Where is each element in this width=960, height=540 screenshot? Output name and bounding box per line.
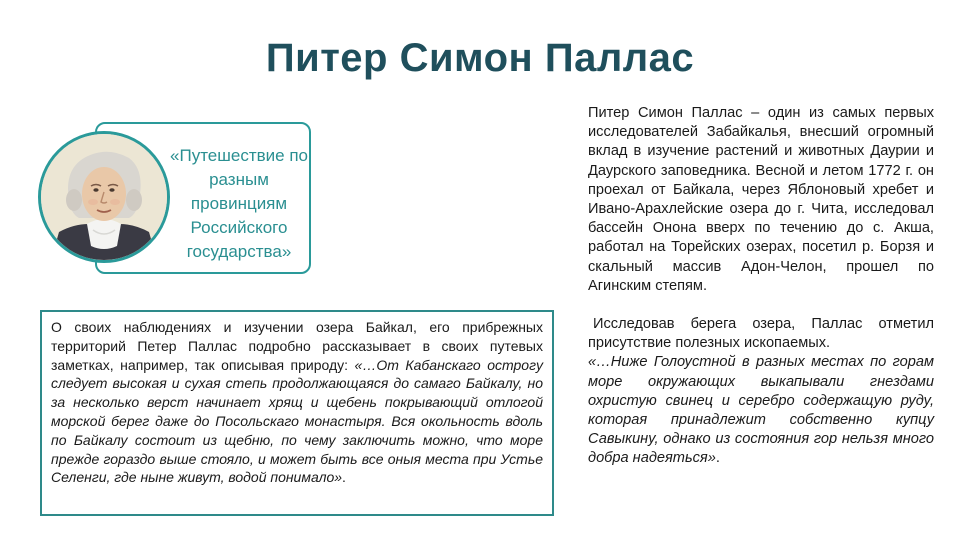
minerals-quote-paragraph: [588, 353, 934, 468]
minerals-intro: Исследовав берега озера, Паллас отметил присутствие полезных ископаемых.: [588, 316, 934, 352]
quote-italic: «…От Кабанскаго острогу следует высокая и сухая степь продолжающаяся до самаго Байкалу, но за несколько верст начинает хрящ и щебень покрывающий отлогой морской берег даже до Посольскаго монастыря. Вся окольность вдоль по Байкалу состоит из щебню, по чему заключить можно, что море прежде гораздо выше стояло, и может быть все оныя места при Устье Селенги, где ныне живут, водой понимало»: [51, 356, 543, 486]
quote-paragraph: [51, 318, 543, 487]
quote-end: .: [342, 469, 346, 486]
portrait-drawing: [41, 134, 167, 260]
biography-paragraph: Питер Симон Паллас – один из самых первых исследователей Забайкалья, внесший огромный вклад в изучение растений и животных Даурии и Даурского заповедника. Весной и летом 1772 г. он проехал от Байкала, через Яблоновый хребет и Ивано-Арахлейские озера до г. Чита, исследовал бассейн Онона вверх по течению до с. Акша, работал на Торейских озерах, посетил р. Борзя и скальный массив Адон-Челон, прошел по Агинским степям.: [588, 105, 934, 294]
quote-box: [40, 310, 554, 516]
quote-intro: О своих наблюдениях и изучении озера Байкал, его прибрежных территорий Петер Паллас подробно рассказывает в своих путевых заметках, например, так описывая природу:: [51, 319, 543, 373]
minerals-quote: «…Ниже Голоустной в разных местах по горам море окружающих выкапывали гнездами охристую свинец и серебро содержащую руду, которая принадлежит собственно купцу Савыкину, однако из состояния гор нельзя много добра надеяться»: [588, 354, 934, 467]
book-title: «Путешествие по разным провинциям Российского государства»: [170, 146, 308, 261]
biography-column: [588, 104, 934, 469]
page-title: Питер Симон Паллас: [265, 36, 695, 80]
portrait-image: [38, 131, 170, 263]
minerals-quote-end: .: [715, 450, 720, 467]
